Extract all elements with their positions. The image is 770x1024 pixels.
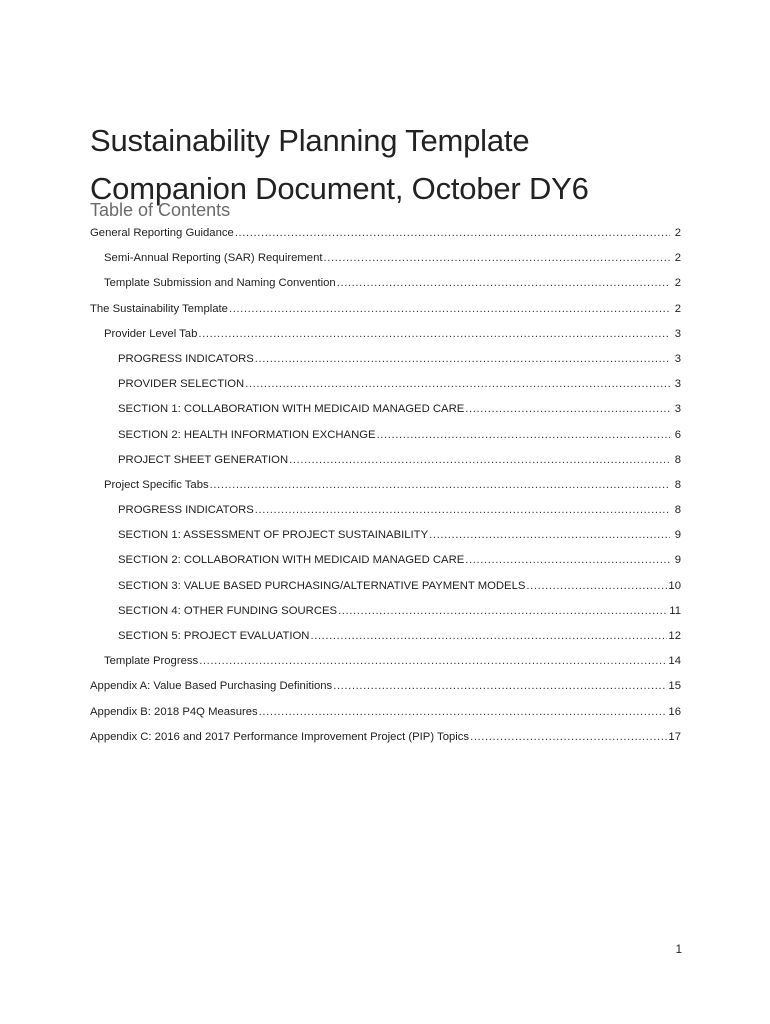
toc-entry-page-number: 9 (674, 554, 681, 567)
toc-entry[interactable] (90, 700, 681, 725)
toc-dot-leader (310, 624, 667, 649)
toc-entry-page-number: 9 (674, 529, 681, 542)
toc-entry-label: Appendix B: 2018 P4Q Measures (90, 705, 258, 718)
table-of-contents (90, 221, 681, 750)
toc-entry-page-number: 2 (674, 277, 681, 290)
toc-entry-page-number: 8 (674, 504, 681, 517)
toc-entry[interactable] (90, 246, 681, 271)
toc-entry[interactable] (90, 372, 681, 397)
toc-entry[interactable] (90, 448, 681, 473)
toc-entry-page-number: 16 (668, 705, 681, 718)
toc-dot-leader (198, 322, 670, 347)
toc-heading: Table of Contents (90, 200, 231, 220)
toc-entry-label: Provider Level Tab (104, 327, 198, 340)
toc-dot-leader (199, 649, 667, 674)
toc-entry-label: PROGRESS INDICATORS (118, 352, 254, 365)
toc-entry-label: SECTION 5: PROJECT EVALUATION (118, 630, 310, 642)
toc-entry-page-number: 12 (668, 630, 681, 642)
toc-entry-page-number: 3 (674, 378, 681, 391)
toc-entry-label: SECTION 1: COLLABORATION WITH MEDICAID MANAGED CARE (118, 403, 465, 416)
toc-entry-label: General Reporting Guidance (90, 227, 234, 239)
toc-entry[interactable] (90, 423, 681, 448)
toc-dot-leader (333, 674, 667, 699)
toc-dot-leader (289, 448, 670, 473)
toc-dot-leader (429, 523, 670, 548)
toc-entry[interactable] (90, 649, 681, 674)
toc-entry-label: Appendix C: 2016 and 2017 Performance Improvement Project (PIP) Topics (90, 730, 470, 743)
toc-entry-page-number: 3 (674, 403, 681, 416)
toc-dot-leader (259, 700, 668, 725)
toc-dot-leader (229, 297, 670, 322)
toc-entry[interactable] (90, 347, 681, 372)
toc-entry-label: SECTION 2: HEALTH INFORMATION EXCHANGE (118, 428, 376, 441)
toc-entry-label: The Sustainability Template (90, 302, 228, 315)
toc-entry-label: Template Progress (104, 655, 199, 668)
toc-entry-page-number: 11 (669, 604, 681, 617)
toc-dot-leader (235, 221, 670, 246)
toc-entry[interactable] (90, 473, 681, 498)
toc-entry-page-number: 3 (674, 352, 681, 365)
toc-entry[interactable] (90, 574, 681, 599)
toc-entry[interactable] (90, 271, 681, 296)
toc-entry-page-number: 17 (668, 730, 681, 743)
page-number: 1 (675, 944, 682, 956)
document-title-line-2: Companion Document, October DY6 (90, 170, 589, 206)
toc-entry-label: SECTION 2: COLLABORATION WITH MEDICAID MANAGED CARE (118, 554, 465, 567)
toc-entry-label: PROJECT SHEET GENERATION (118, 453, 289, 466)
toc-entry-page-number: 10 (668, 579, 681, 592)
toc-entry-label: SECTION 1: ASSESSMENT OF PROJECT SUSTAINABILITY (118, 529, 429, 542)
toc-entry-label: Semi-Annual Reporting (SAR) Requirement (104, 252, 323, 265)
toc-entry-label: SECTION 4: OTHER FUNDING SOURCES (118, 604, 338, 617)
toc-dot-leader (465, 548, 670, 573)
toc-entry-label: Appendix A: Value Based Purchasing Definitions (90, 680, 333, 693)
toc-dot-leader (324, 246, 670, 271)
toc-dot-leader (245, 372, 670, 397)
toc-dot-leader (465, 397, 670, 422)
toc-entry[interactable] (90, 599, 681, 624)
toc-dot-leader (377, 423, 670, 448)
toc-entry[interactable] (90, 322, 681, 347)
toc-entry[interactable] (90, 548, 681, 573)
toc-entry[interactable] (90, 498, 681, 523)
toc-entry[interactable] (90, 297, 681, 322)
toc-entry-label: PROGRESS INDICATORS (118, 504, 254, 517)
toc-entry-label: PROVIDER SELECTION (118, 378, 245, 391)
document-title-line-1: Sustainability Planning Template (90, 122, 530, 158)
toc-entry[interactable] (90, 624, 681, 649)
toc-entry-page-number: 2 (674, 227, 681, 239)
toc-entry-page-number: 14 (668, 655, 681, 668)
toc-entry[interactable] (90, 523, 681, 548)
toc-entry-page-number: 2 (674, 252, 681, 265)
toc-dot-leader (255, 347, 670, 372)
toc-entry-page-number: 2 (674, 302, 681, 315)
toc-entry[interactable] (90, 397, 681, 422)
toc-entry[interactable] (90, 725, 681, 750)
toc-entry-page-number: 3 (674, 327, 681, 340)
toc-entry[interactable] (90, 674, 681, 699)
toc-entry-page-number: 8 (674, 478, 681, 491)
toc-entry-page-number: 15 (668, 680, 681, 693)
toc-dot-leader (210, 473, 670, 498)
toc-dot-leader (338, 599, 668, 624)
toc-entry[interactable] (90, 221, 681, 246)
toc-entry-page-number: 6 (674, 428, 681, 441)
toc-entry-label: SECTION 3: VALUE BASED PURCHASING/ALTERNATIVE PAYMENT MODELS (118, 579, 526, 592)
toc-entry-page-number: 8 (674, 453, 681, 466)
toc-dot-leader (526, 574, 667, 599)
toc-dot-leader (255, 498, 670, 523)
toc-dot-leader (337, 271, 670, 296)
toc-entry-label: Template Submission and Naming Convention (104, 277, 336, 290)
toc-entry-label: Project Specific Tabs (104, 478, 209, 491)
toc-dot-leader (470, 725, 667, 750)
